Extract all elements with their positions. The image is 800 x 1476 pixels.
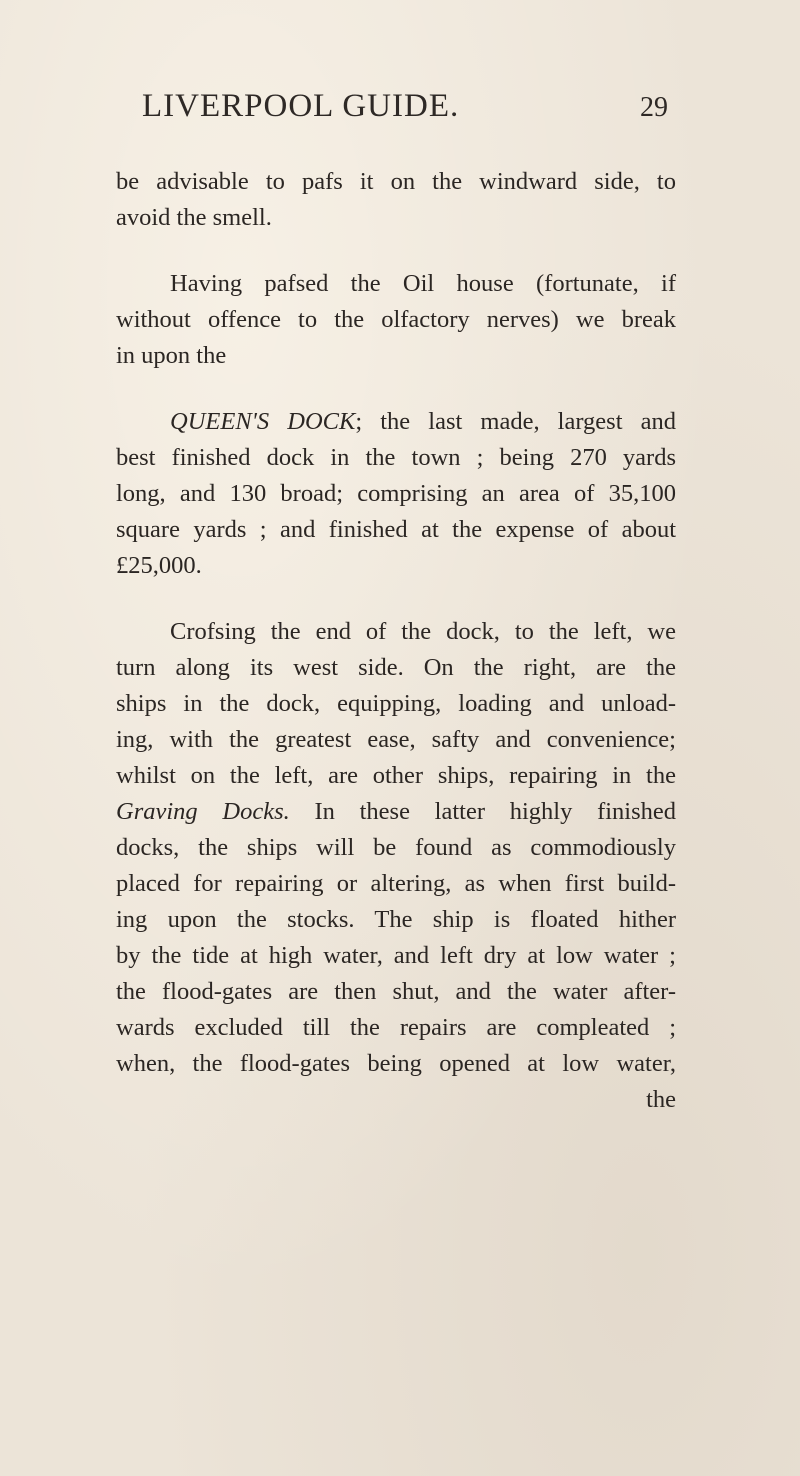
paragraph-1 xyxy=(116,164,676,236)
text-line: turn along its west side. On the right, are the xyxy=(116,654,676,681)
graving-docks-term: Graving Docks. xyxy=(116,798,290,825)
text-line: in upon the xyxy=(116,342,227,369)
text-line: docks, the ships will be found as commodiously xyxy=(116,834,676,861)
text-line: avoid the smell. xyxy=(116,204,272,231)
text-line: ships in the dock, equipping, loading and unload- xyxy=(116,690,676,717)
text-fragment: In these latter highly finished xyxy=(289,798,677,825)
catchword: the xyxy=(646,1086,676,1113)
text-line: when, the flood-gates being opened at low water, xyxy=(116,1050,676,1077)
paragraph-3 xyxy=(116,404,676,584)
text-line: the flood-gates are then shut, and the water after- xyxy=(116,978,676,1005)
text-line xyxy=(116,404,676,440)
page-number: 29 xyxy=(640,92,668,123)
text-line: wards excluded till the repairs are compleated ; xyxy=(116,1014,676,1041)
text-line: best finished dock in the town ; being 270 yards xyxy=(116,444,676,471)
text-line xyxy=(116,794,676,830)
text-line: placed for repairing or altering, as when first build- xyxy=(116,870,676,897)
paragraph-2 xyxy=(116,266,676,374)
text-line: be advisable to pafs it on the windward side, to xyxy=(116,168,676,195)
text-line: square yards ; and finished at the expense of about xyxy=(116,516,676,543)
text-line: whilst on the left, are other ships, repairing in the xyxy=(116,762,676,789)
text-line: Having pafsed the Oil house (fortunate, if xyxy=(170,270,676,297)
text-line: by the tide at high water, and left dry at low water ; xyxy=(116,942,676,969)
text-line: long, and 130 broad; comprising an area of 35,100 xyxy=(116,480,676,507)
text-line: without offence to the olfactory nerves) we break xyxy=(116,306,676,333)
text-fragment: ; the last made, largest and xyxy=(355,408,677,435)
running-head-title: LIVERPOOL GUIDE. xyxy=(142,88,460,124)
text-line: Crofsing the end of the dock, to the left, we xyxy=(170,618,676,645)
text-line: £25,000. xyxy=(116,552,202,579)
body-text xyxy=(116,164,676,1118)
text-line: ing upon the stocks. The ship is floated hither xyxy=(116,906,676,933)
text-line: ing, with the greatest ease, safty and convenience; xyxy=(116,726,676,753)
paragraph-4 xyxy=(116,614,676,1118)
running-head xyxy=(0,88,800,128)
dock-name: QUEEN'S DOCK xyxy=(170,408,356,435)
